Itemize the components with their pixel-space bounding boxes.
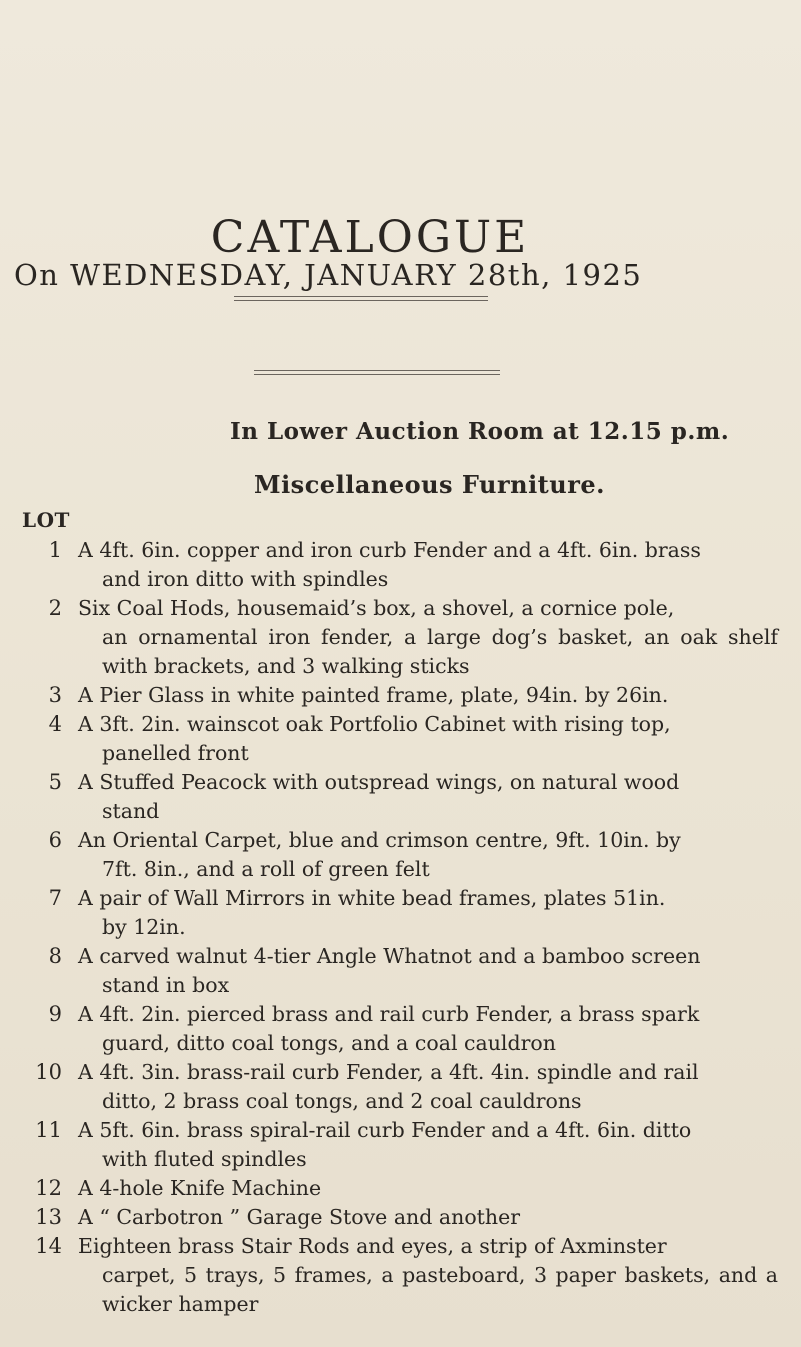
lot-description [78,1116,778,1174]
lot-description-continuation: ditto, 2 brass coal tongs, and 2 coal cauldrons [102,1089,582,1113]
lot-item [0,884,801,942]
lot-item [0,768,801,826]
lot-description-first-line: A 3ft. 2in. wainscot oak Portfolio Cabinet with rising top, [78,712,671,736]
lot-item [0,681,801,710]
lot-item [0,594,801,681]
lot-description [78,1174,778,1203]
lot-description-continuation: stand in box [102,973,230,997]
lot-description [78,1203,778,1232]
lot-description [78,768,778,826]
lot-description-first-line: A 4ft. 3in. brass-rail curb Fender, a 4ft. 4in. spindle and rail [78,1060,699,1084]
lot-description-continuation: 7ft. 8in., and a roll of green felt [102,857,430,881]
lot-number: 6 [48,828,62,852]
lot-number: 2 [48,596,62,620]
lot-item [0,1058,801,1116]
lot-number: 12 [35,1176,62,1200]
lot-number: 13 [35,1205,62,1229]
title-divider [234,296,488,301]
lot-number: 3 [48,683,62,707]
lot-description-continuation: panelled front [102,741,249,765]
lot-number: 10 [35,1060,62,1084]
lot-description-first-line: An Oriental Carpet, blue and crimson centre, 9ft. 10in. by [78,828,681,852]
lot-description-first-line: A “ Carbotron ” Garage Stove and another [78,1205,521,1229]
lot-description [78,826,778,884]
lot-description-first-line: A 5ft. 6in. brass spiral-rail curb Fender and a 4ft. 6in. ditto [78,1118,692,1142]
lot-item [0,826,801,884]
lot-description-first-line: Eighteen brass Stair Rods and eyes, a strip of Axminster [78,1234,667,1258]
lot-description [78,710,778,768]
lot-description-continuation: stand [102,799,160,823]
lot-item [0,942,801,1000]
lot-description-continuation: guard, ditto coal tongs, and a coal cauldron [102,1031,556,1055]
lot-description-first-line: A carved walnut 4-tier Angle Whatnot and a bamboo screen [78,944,701,968]
lot-item [0,1232,801,1319]
lot-description-continuation: with fluted spindles [102,1147,307,1171]
lot-item [0,1000,801,1058]
lot-description [78,1000,778,1058]
lot-description [78,942,778,1000]
lot-description-first-line: A 4ft. 2in. pierced brass and rail curb Fender, a brass spark [78,1002,700,1026]
lot-number: 1 [48,538,62,562]
lot-description-first-line: A pair of Wall Mirrors in white bead frames, plates 51in. [78,886,666,910]
lot-number: 5 [48,770,62,794]
lot-number: 4 [48,712,62,736]
lot-item [0,1203,801,1232]
lot-description-first-line: A 4ft. 6in. copper and iron curb Fender and a 4ft. 6in. brass [78,538,701,562]
lot-item [0,536,801,594]
lot-description-first-line: A Stuffed Peacock with outspread wings, on natural wood [78,770,680,794]
lot-description-first-line: Six Coal Hods, housemaid’s box, a shovel, a cornice pole, [78,596,675,620]
lot-description-continuation: and iron ditto with spindles [102,567,389,591]
lot-description-continuation: carpet, 5 trays, 5 frames, a pasteboard, 3 paper baskets, and a wicker hamper [102,1263,778,1316]
date-divider [254,370,500,375]
lot-number: 14 [35,1234,62,1258]
lot-description-continuation: by 12in. [102,915,186,939]
lot-description [78,1058,778,1116]
lot-description [78,594,778,681]
lot-list [0,536,801,1319]
lot-description [78,1232,778,1319]
lot-description-first-line: A 4-hole Knife Machine [78,1176,322,1200]
lot-description-continuation: an ornamental iron fender, a large dog’s basket, an oak shelf with brackets, and 3 walking sticks [102,625,778,678]
lot-item [0,1174,801,1203]
lot-item [0,710,801,768]
lot-description [78,681,778,710]
lot-description [78,884,778,942]
lot-description [78,536,778,594]
sale-date: On WEDNESDAY, JANUARY 28th, 1925 [14,258,643,292]
lot-number: 11 [35,1118,62,1142]
lot-column-label: LOT [22,508,70,532]
catalogue-title: CATALOGUE [210,212,530,263]
lot-number: 7 [48,886,62,910]
lot-number: 9 [48,1002,62,1026]
lot-description-first-line: A Pier Glass in white painted frame, plate, 94in. by 26in. [78,683,669,707]
section-title: Miscellaneous Furniture. [254,470,605,499]
lot-item [0,1116,801,1174]
lot-number: 8 [48,944,62,968]
auction-room-time: In Lower Auction Room at 12.15 p.m. [230,418,730,445]
